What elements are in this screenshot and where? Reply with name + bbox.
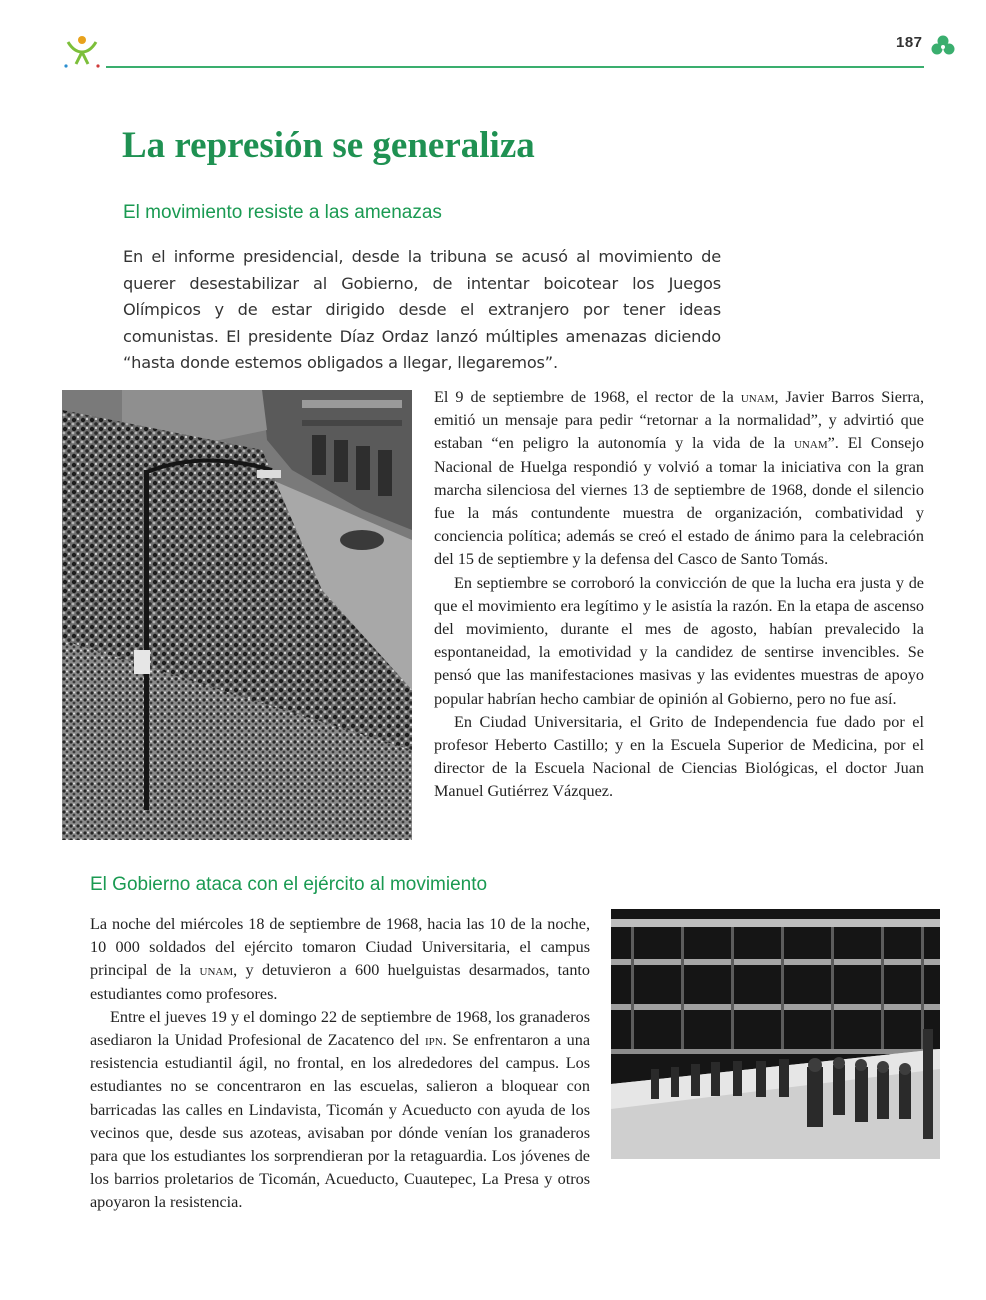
paragraph: En Ciudad Universitaria, el Grito de Independencia fue dado por el profesor Heberto Castillo; y en la Escuela Superior de Medicina, por el director de la Escuela Nacional de Ciencias Biológicas, el doctor Juan Manuel Gutiérrez Vázquez.: [434, 712, 924, 801]
paragraph: La noche del miércoles 18 de septiembre de 1968, hacia las 10 de la noche, 10 000 soldados del ejército tomaron Ciudad Universitaria, el campus principal de la unam, y detuvieron a 600 huelguistas desarmados, tanto estudiantes como profesores.: [90, 915, 590, 1003]
section2-body: [90, 913, 590, 1215]
section-heading-resistance: El movimiento resiste a las amenazas: [123, 202, 442, 223]
section-heading-army: El Gobierno ataca con el ejército al movimiento: [90, 874, 488, 895]
header-rule: [106, 66, 924, 68]
paragraph: Entre el jueves 19 y el domingo 22 de septiembre de 1968, los granaderos asediaron la Unidad Profesional de Zacatenco del ipn. Se enfrentaron a una resistencia estudiantil ágil, no frontal, en los alrededores del campus. Los estudiantes no se concentraron en las escuelas, salieron a bloquear con barricadas las calles en Lindavista, Ticomán y Acueducto con ayuda de los vecinos que, desde sus azoteas, avisaban por dónde venían los granaderos para que los estudiantes los sorprendieran por la retaguardia. Los jóvenes de los barrios proletarios de Ticomán, Acueducto, Cuautepec, La Presa y otros apoyaron la resistencia.: [90, 1007, 591, 1212]
intro-paragraph: En el informe presidencial, desde la tribuna se acusó al movimiento de querer desestabilizar al Gobierno, de intentar boicotear los Juegos Olímpicos y de estar dirigido desde el extranjero por tener ideas comunistas. El presidente Díaz Ordaz lanzó múltiples amenazas diciendo “hasta donde estemos obligados a llegar, llegaremos”.: [123, 247, 721, 372]
flower-logo-icon: [62, 30, 102, 70]
paragraph: El 9 de septiembre de 1968, el rector de la unam, Javier Barros Sierra, emitió un mensaje para pedir “retornar a la normalidad”, y advirtió que estaban “en peligro la autonomía y la vida de la unam”. El Consejo Nacional de Huelga respondió y volvió a tomar la iniciativa con la gran marcha silenciosa del viernes 13 de septiembre de 1968, donde el silencio fue la más contundente muestra de organización, combatividad y conciencia política; además se creó el estado de ánimo para la celebración del 15 de septiembre y la defensa del Casco de Santo Tomás.: [434, 388, 924, 569]
clover-icon: [930, 34, 956, 58]
soldiers-campus-photo: [611, 909, 940, 1159]
paragraph: En septiembre se corroboró la convicción de que la lucha era justa y de que el movimiento era legítimo y le asistía la razón. En la etapa de ascenso del movimiento, durante el mes de agosto, habían prevalecido la espontaneidad, la emotividad y la candidez de sentirse invencibles. Se pensó que las manifestaciones masivas y las evidentes muestras de apoyo popular habrían hecho cambiar de opinión al Gobierno, pero no fue así.: [434, 573, 924, 708]
crowd-march-photo: [62, 390, 412, 840]
section1-body: [434, 386, 924, 804]
page-number: 187: [896, 34, 923, 51]
page-title: La represión se generaliza: [122, 125, 535, 166]
